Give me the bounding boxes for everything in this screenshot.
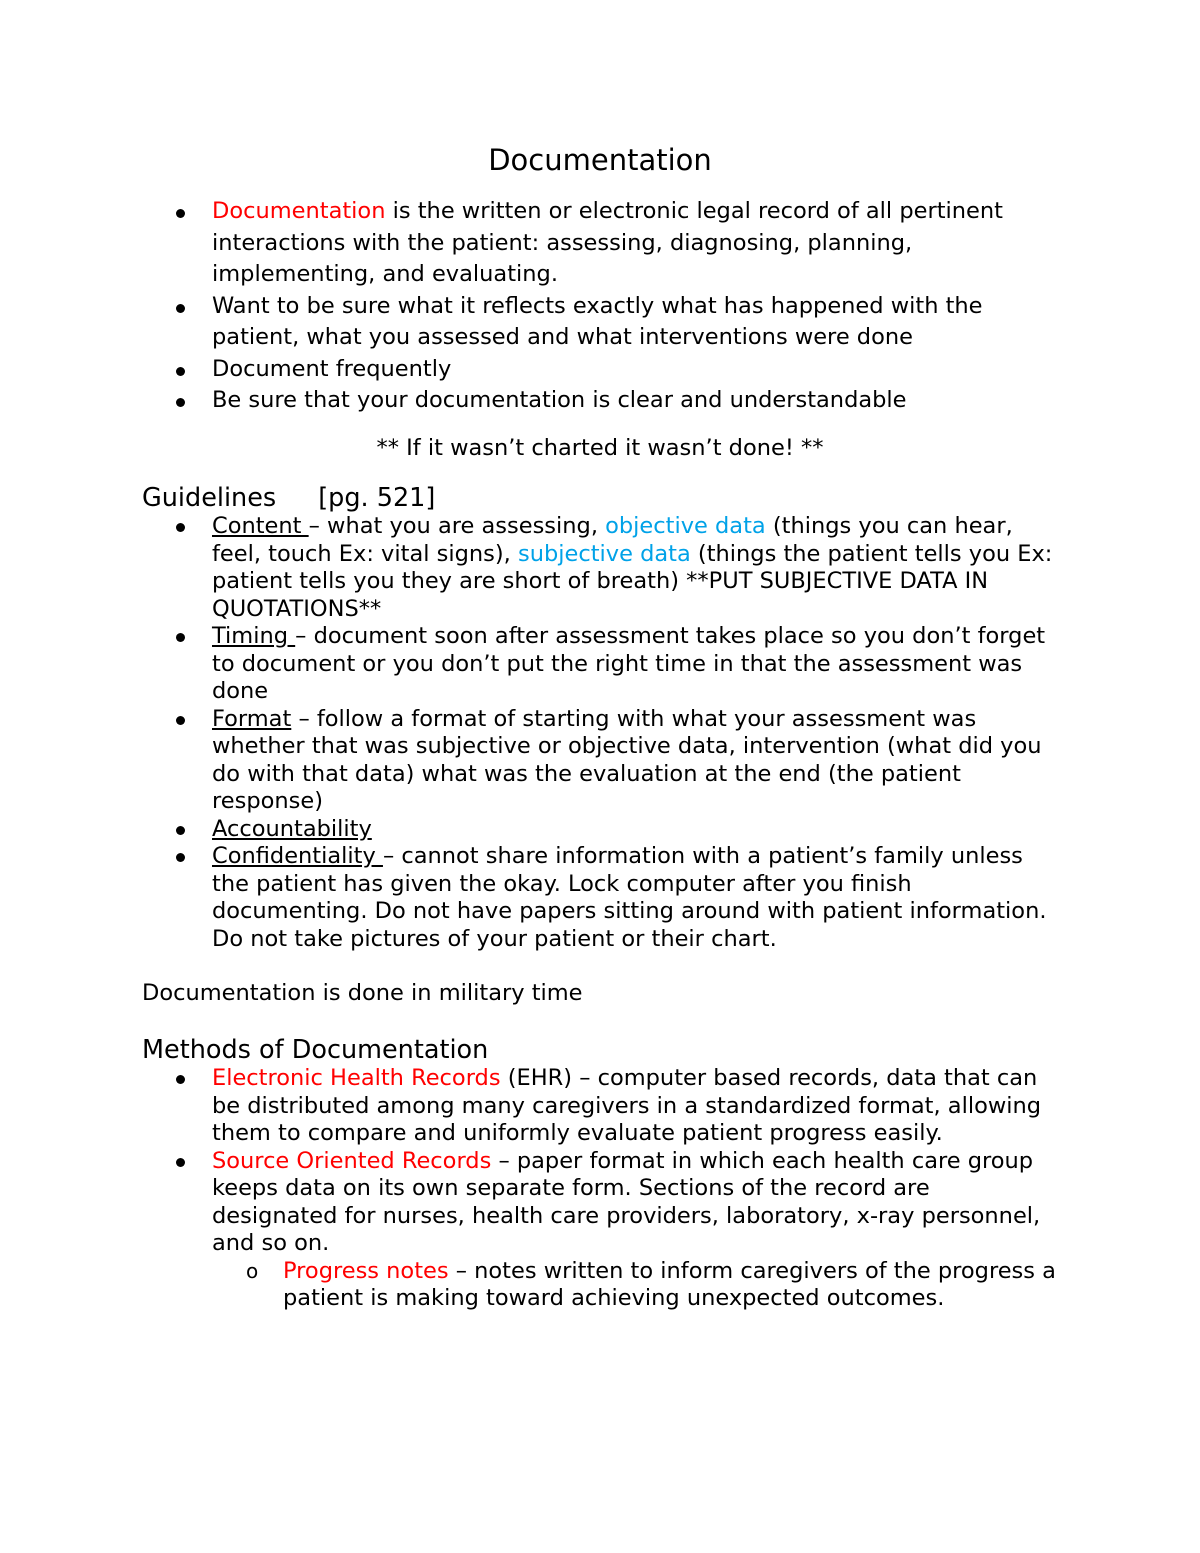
bullet-icon xyxy=(176,826,185,835)
bullet-icon xyxy=(176,1158,185,1167)
bullet-icon xyxy=(176,398,185,407)
page-reference: [pg. 521] xyxy=(318,483,436,513)
methods-heading: Methods of Documentation xyxy=(142,1035,489,1065)
list-item xyxy=(142,385,1062,417)
bullet-text: is the written or electronic legal record of all pertinent interactions with the patient: assessing, diagnosing, planning, implementing, and evaluating. xyxy=(212,198,1003,287)
term-documentation: Documentation xyxy=(212,198,386,224)
list-item xyxy=(142,706,1062,816)
list-item xyxy=(142,513,1062,623)
bullet-text: Want to be sure what it reflects exactly what has happened with the patient, what you assessed and what interventions were done xyxy=(212,292,983,350)
methods-list xyxy=(142,1065,1062,1313)
page-title: Documentation xyxy=(488,143,712,177)
military-time-note: Documentation is done in military time xyxy=(142,980,583,1006)
bullet-icon xyxy=(176,633,185,642)
list-item xyxy=(142,816,1062,844)
list-item xyxy=(142,291,1062,354)
term-progress-notes: Progress notes xyxy=(283,1257,449,1284)
list-item xyxy=(142,843,1062,953)
list-item xyxy=(142,1148,1062,1313)
bullet-text: Be sure that your documentation is clear and understandable xyxy=(212,387,907,413)
term-objective-data: objective data xyxy=(605,513,766,539)
guidelines-heading-text: Guidelines xyxy=(142,483,277,513)
list-item xyxy=(142,196,1062,291)
term-accountability: Accountability xyxy=(212,815,372,842)
list-item xyxy=(142,1065,1062,1148)
bullet-text: (things you can hear, feel, touch Ex: vital signs), xyxy=(212,513,1013,567)
bullet-icon xyxy=(176,209,185,218)
bullet-icon xyxy=(176,853,185,862)
bullet-text: – paper format in which each health care group keeps data on its own separate form. Sections of the record are designated for nurses, health care providers, laboratory, x-ray personnel, and so on. xyxy=(212,1147,1041,1256)
term-source-oriented-records: Source Oriented Records xyxy=(212,1147,492,1174)
bullet-text: – document soon after assessment takes place so you don’t forget to document or you don’t put the right time in that the assessment was done xyxy=(212,623,1046,704)
bullet-text: (EHR) – computer based records, data that can be distributed among many caregivers in a standardized format, allowing them to compare and uniformly evaluate patient progress easily. xyxy=(212,1065,1042,1146)
bullet-text: – what you are assessing, xyxy=(308,513,606,539)
intro-section xyxy=(142,196,1062,417)
bullet-icon xyxy=(176,304,185,313)
term-confidentiality: Confidentiality xyxy=(212,843,383,869)
hollow-bullet-icon: o xyxy=(246,1258,259,1283)
bullet-icon xyxy=(176,367,185,376)
bullet-icon xyxy=(176,523,185,532)
term-subjective-data: subjective data xyxy=(517,540,691,567)
list-item xyxy=(142,354,1062,386)
bullet-text: (things the patient tells you Ex: patient tells you they are short of breath) **PUT SUBJECTIVE DATA IN QUOTATIONS** xyxy=(212,540,1053,622)
term-ehr: Electronic Health Records xyxy=(212,1065,501,1091)
guidelines-list xyxy=(142,513,1062,953)
term-timing: Timing xyxy=(212,623,296,649)
callout-text: ** If it wasn’t charted it wasn’t done! ** xyxy=(376,435,824,461)
bullet-text: Document frequently xyxy=(212,355,452,382)
bullet-icon xyxy=(176,716,185,725)
bullet-text: – follow a format of starting with what your assessment was whether that was subjective or objective data, intervention (what did you do with that data) what was the evaluation at the end (the patient response) xyxy=(212,705,1042,814)
guidelines-heading xyxy=(142,482,435,514)
sub-list xyxy=(212,1258,1062,1313)
bullet-text: – cannot share information with a patient’s family unless the patient has given the okay. Lock computer after you finish documenting. Do not have papers sitting around with patient information. Do not take pictures of your patient or their chart. xyxy=(212,843,1047,952)
list-item xyxy=(142,623,1062,706)
bullet-icon xyxy=(176,1075,185,1084)
bullet-text: – notes written to inform caregivers of the progress a patient is making toward achieving unexpected outcomes. xyxy=(283,1257,1056,1311)
term-format: Format xyxy=(212,705,292,732)
term-content: Content xyxy=(212,513,309,539)
sub-list-item xyxy=(212,1258,1062,1313)
